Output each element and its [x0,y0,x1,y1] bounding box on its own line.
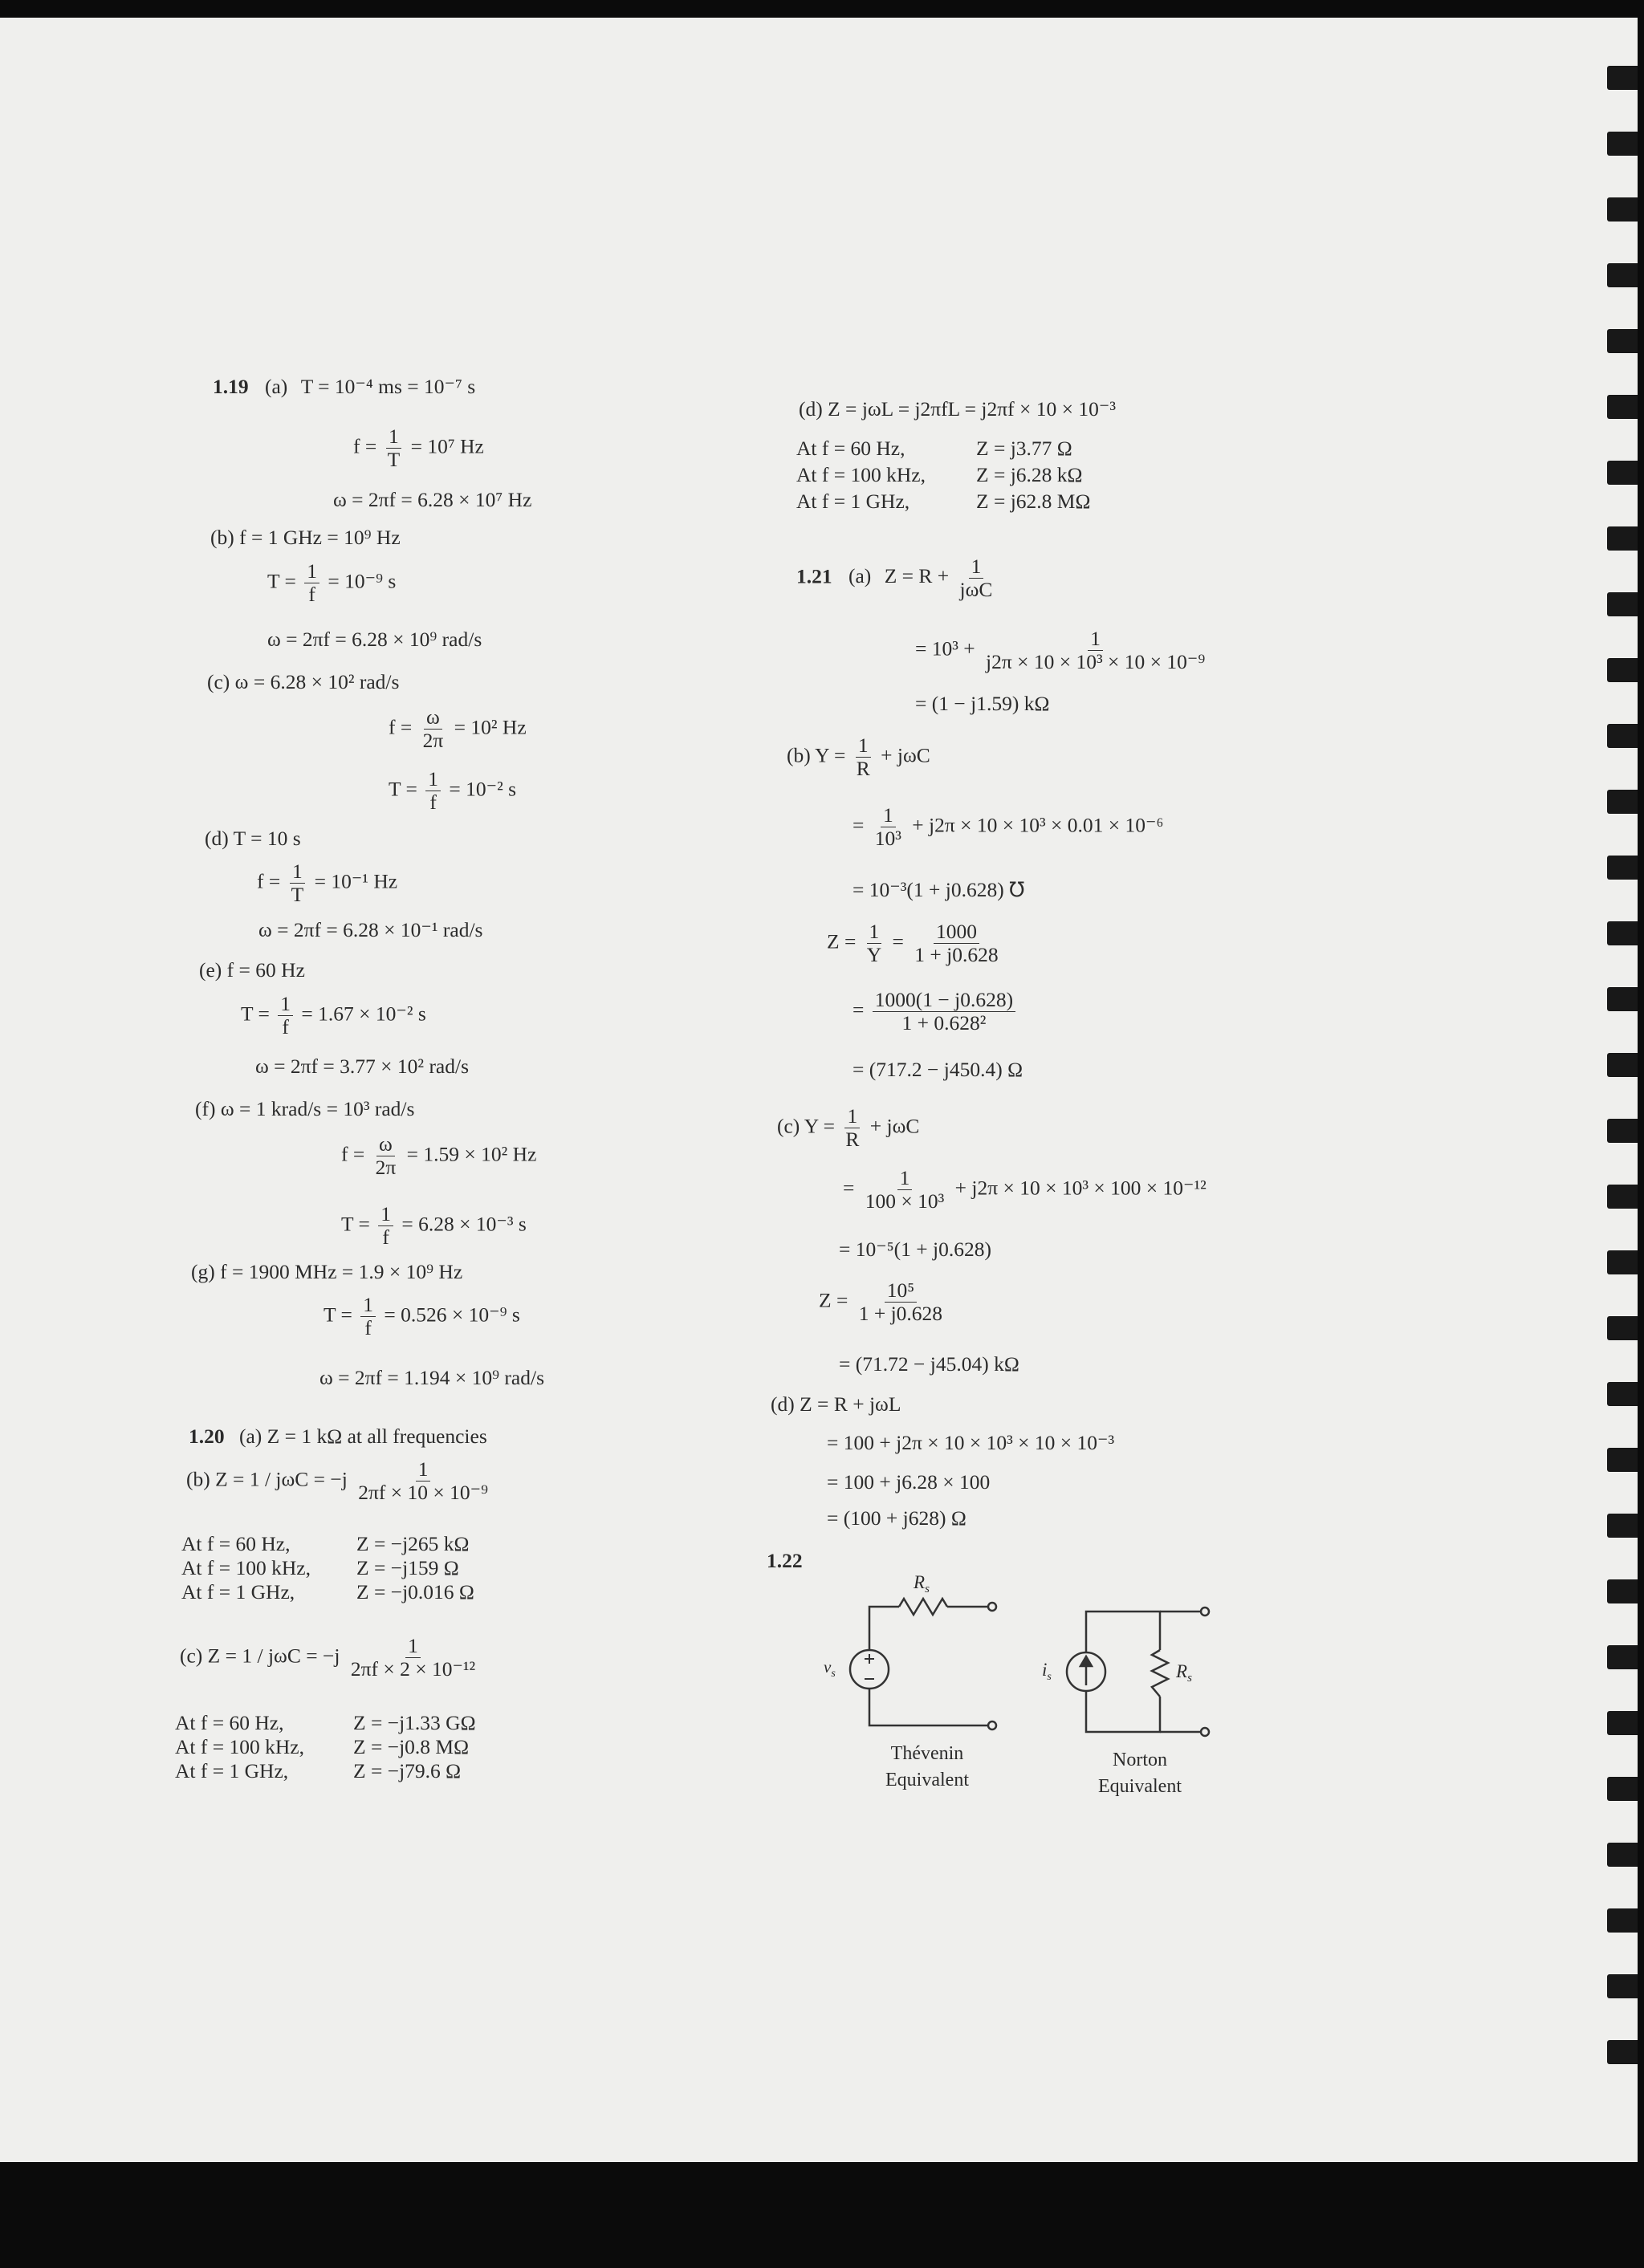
eq-1-21-b2: = $\frac{1}{\text{10³}}$ + j2π × 10 × 10³ × 0.01 × 10⁻⁶ [853,803,1164,851]
eq-1-19-b3: ω = 2πf = 6.28 × 10⁹ rad/s [267,628,482,651]
eq-1-19-a3: ω = 2πf = 6.28 × 10⁷ Hz [333,488,532,511]
eq-1-19-c2: f = $\frac{\omega}{2\pi}$ = 10² Hz [389,705,527,753]
eq-1-21-a2: = 10³ + $\frac{1}{\text{j2π × 10 × 10³ × 10 × 10⁻⁹}}$ [915,627,1206,674]
problem-number: 1.22 [767,1549,803,1572]
is-label: i [1042,1660,1048,1680]
eq-1-21-d1: (d) Z = R + jωL [771,1392,901,1416]
eq-1-19-c1: (c) ω = 6.28 × 10² rad/s [207,670,400,693]
eq-1-19-d2: f = $\frac{1}{T}$ = 10⁻¹ Hz [257,860,398,907]
eq-1-19-b1: (b) f = 1 GHz = 10⁹ Hz [210,526,401,549]
eq-1-20-b: (b) Z = 1 / jωC = −j $\frac{1}{\text{2πf × 10 × 10⁻⁹}}$ [186,1457,488,1505]
eq-1-19-e1: (e) f = 60 Hz [199,958,305,982]
vs-label: v [824,1657,832,1677]
eq-1-19-g3: ω = 2πf = 1.194 × 10⁹ rad/s [319,1366,545,1389]
eq-1-21-c2: = $\frac{1}{\text{100 × 10³}}$ + j2π × 10 × 10³ × 100 × 10⁻¹² [843,1166,1207,1213]
eq-1-21-b6: = (717.2 − j450.4) Ω [853,1058,1023,1081]
eq-1-21-a3: = (1 − j1.59) kΩ [915,692,1050,715]
norton-title-2: Equivalent [1098,1776,1182,1797]
thevenin-circuit [850,1599,996,1729]
eq-1-21-b1: (b) Y = $\frac{1}{R}$ + jωC [787,734,930,781]
problem-number: 1.20 [189,1425,225,1448]
eq-1-21-c4: Z = $\frac{\text{10⁵}}{1 + j0.628}$ [819,1278,943,1326]
eq-1-19-g2: T = $\frac{1}{f}$ = 0.526 × 10⁻⁹ s [324,1293,520,1340]
eq-1-19-b2: T = $\frac{1}{f}$ = 10⁻⁹ s [267,559,397,607]
terminal-icon [988,1603,996,1611]
freq-table-1-20-c: At f = 60 Hz, Z = −j1.33 GΩ At f = 100 kHz, Z = −j0.8 MΩ At f = 1 GHz, Z = −j79.6 Ω [175,1711,476,1782]
eq-1-21-c5: = (71.72 − j45.04) kΩ [839,1352,1019,1376]
eq-1-20-d: (d) Z = jωL = j2πfL = j2πf × 10 × 10⁻³ [799,397,1116,421]
eq-1-19-c3: T = $\frac{1}{f}$ = 10⁻² s [389,767,517,815]
problem-number: 1.19 [213,375,249,398]
rs-label: R [914,1572,926,1592]
thevenin-title-1: Thévenin [890,1743,964,1764]
freq-table-1-20-d: At f = 60 Hz, Z = j3.77 Ω At f = 100 kHz, Z = j6.28 kΩ At f = 1 GHz, Z = j62.8 MΩ [796,437,1091,513]
eq-1-19-a2: f = $\frac{1}{T}$ = 10⁷ Hz [353,425,484,472]
resistor-rs-icon [899,1599,947,1615]
svg-text:Rs: $R_s$ [914,1572,930,1595]
eq-1-19-e2: T = $\frac{1}{f}$ = 1.67 × 10⁻² s [241,992,426,1039]
svg-text:vs: $v_s$ [824,1657,836,1680]
eq-1-21-d4: = (100 + j628) Ω [827,1506,966,1530]
thevenin-title-2: Equivalent [885,1770,969,1790]
eq-1-19-e3: ω = 2πf = 3.77 × 10² rad/s [255,1055,470,1078]
eq-1-19-d1: (d) T = 10 s [205,827,301,850]
freq-table-1-20-b: At f = 60 Hz, Z = −j265 kΩ At f = 100 kHz, Z = −j159 Ω At f = 1 GHz, Z = −j0.016 Ω [181,1532,474,1603]
rs-label: R [1176,1661,1188,1681]
svg-text:Rs: $R_s$ [1176,1661,1192,1685]
terminal-icon [1201,1728,1209,1736]
eq-1-21-c3: = 10⁻⁵(1 + j0.628) [839,1238,991,1261]
norton-title-1: Norton [1113,1750,1167,1770]
eq-1-21-b5: = $\frac{1000(1 - j0.628)}{\text{1 + 0.628²}}$ [853,989,1019,1034]
eq-1-19-f3: T = $\frac{1}{f}$ = 6.28 × 10⁻³ s [341,1202,527,1250]
eq-1-21-d2: = 100 + j2π × 10 × 10³ × 10 × 10⁻³ [827,1431,1115,1454]
eq-1-19-f1: (f) ω = 1 krad/s = 10³ rad/s [195,1097,415,1120]
problem-1-20-a: 1.20 (a) Z = 1 kΩ at all frequencies [189,1425,487,1448]
scanned-page [0,18,1638,2162]
eq-1-19-g1: (g) f = 1900 MHz = 1.9 × 10⁹ Hz [191,1260,463,1283]
problem-1-19-a: 1.19 (a) T = 10⁻⁴ ms = 10⁻⁷ s [213,375,476,398]
eq-1-19-d3: ω = 2πf = 6.28 × 10⁻¹ rad/s [258,918,483,941]
problem-number: 1.21 [796,564,832,588]
terminal-icon [1201,1608,1209,1616]
eq-1-21-b3: = 10⁻³(1 + j0.628) ℧ [853,878,1025,901]
eq-1-21-c1: (c) Y = $\frac{1}{R}$ + jωC [777,1104,920,1152]
eq-1-20-c: (c) Z = 1 / jωC = −j $\frac{1}{\text{2πf × 2 × 10⁻¹²}}$ [180,1634,476,1681]
eq-1-21-d3: = 100 + j6.28 × 100 [827,1470,991,1494]
circuit-diagrams [0,18,1638,1944]
problem-1-21-a: 1.21 (a) Z = R + $\frac{1}{\text{jωC}}$ [796,555,993,602]
eq-1-19-f2: f = $\frac{\omega}{2\pi}$ = 1.59 × 10² Hz [341,1132,537,1180]
eq-1-21-b4: Z = $\frac{1}{Y}$ = $\frac{1000}{1 + j0.628}$ [827,920,999,967]
svg-text:is: $i_s$ [1042,1660,1052,1683]
terminal-icon [988,1721,996,1729]
